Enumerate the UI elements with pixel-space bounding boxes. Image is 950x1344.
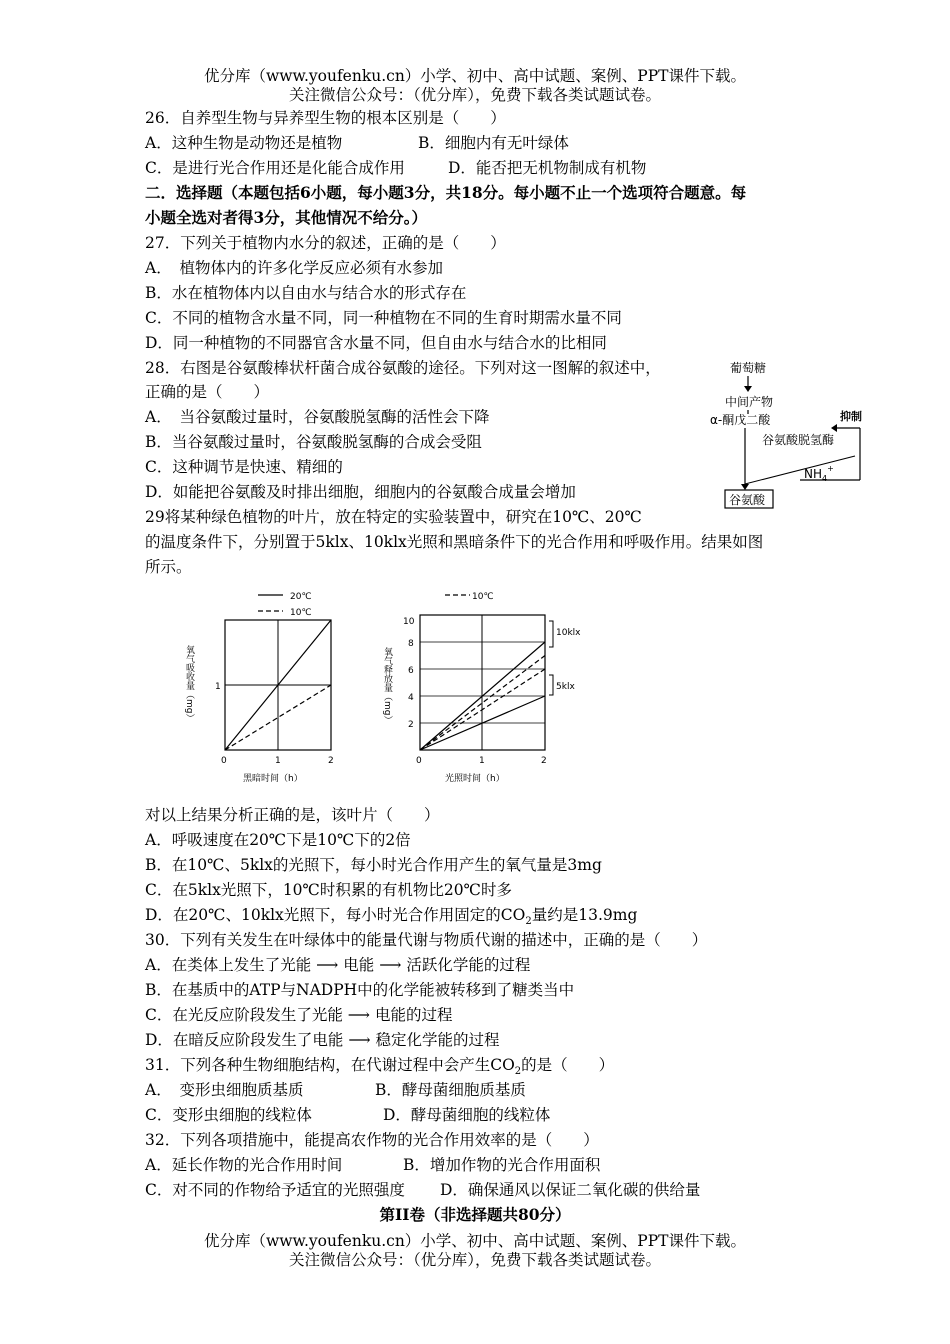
q28-option-c: C．这种调节是快速、精细的 [145,458,343,476]
legend-10c: 10℃ [290,608,312,618]
left-ylabel: 氧气吸收量（mg） [184,645,194,723]
diagram-glutamate: 谷氨酸 [729,493,766,507]
right-legend-10c: 10℃ [472,592,494,602]
diagram-inhibit: 抑制 [840,410,862,423]
q26-option-d: D．能否把无机物制成有机物 [448,159,647,177]
right-xtick-0: 0 [416,756,422,766]
right-xtick-2: 2 [541,756,547,766]
q32-option-d: D．确保通风以保证二氧化碳的供给量 [440,1181,701,1199]
q29-option-a: A．呼吸速度在20℃下是10℃下的2倍 [145,831,411,849]
footer-line-2: 关注微信公众号：（优分库），免费下载各类试题试卷。 [288,1251,661,1269]
q27-option-d: D．同一种植物的不同器官含水量不同，但自由水与结合水的比相同 [145,334,607,352]
q29-stem-3: 所示。 [145,558,192,576]
arrow-icon: ⟶ [311,956,344,974]
q28-stem-1: 28．右图是谷氨酸棒状杆菌合成谷氨酸的途径。下列对这一图解的叙述中， [145,359,661,377]
section2-heading-2: 小题全选对者得3分，其他情况不给分。） [145,208,428,227]
left-xtick-2: 2 [328,756,334,766]
diagram-akg: α-酮戊二酸 [710,413,771,427]
q27-stem: 27．下列关于植物内水分的叙述，正确的是（ ） [145,234,506,252]
q28-option-d: D．如能把谷氨酸及时排出细胞，细胞内的谷氨酸合成量会增加 [145,483,576,501]
q29-stem-1: 29将某种绿色植物的叶片，放在特定的实验装置中，研究在10℃、20℃ [145,508,642,526]
q29-option-d: D．在20℃、10klx光照下，每小时光合作用固定的$CO_2$量约是13.9mg [145,906,638,928]
header-line-1: 优分库（www.youfenku.cn）小学、初中、高中试题、案例、PPT课件下载。 [203,67,747,85]
q27-option-c: C．不同的植物含水量不同，同一种植物在不同的生育时期需水量不同 [145,309,622,327]
q31-option-c: C．变形虫细胞的线粒体 [145,1106,312,1124]
q29-option-c: C．在5klx光照下，10℃时积累的有机物比20℃时多 [145,881,512,899]
q29-after: 对以上结果分析正确的是，该叶片（ ） [145,806,440,824]
q29-stem-2: 的温度条件下，分别置于5klx、10klx光照和黑暗条件下的光合作用和呼吸作用。结果如图 [145,533,764,551]
q30-option-b: B．在基质中的ATP与NADPH中的化学能被转移到了糖类当中 [145,981,575,999]
q26-option-a: A．这种生物是动物还是植物 [145,134,343,152]
right-ytick-10: 10 [403,617,415,627]
diagram-intermediate: 中间产物 [725,395,774,409]
dark-respiration-graph [184,592,334,784]
q26-option-b: B．细胞内有无叶绿体 [418,134,569,152]
q27-option-a: A． 植物体内的许多化学反应必须有水参加 [145,259,443,277]
right-ylabel: 氧气释放量（mg） [382,647,392,725]
right-ytick-2: 2 [408,720,414,730]
q31-stem: 31．下列各种生物细胞结构，在代谢过程中会产生$CO_2$的是（ ） [145,1056,615,1078]
header-line-2: 关注微信公众号：（优分库），免费下载各类试题试卷。 [288,86,661,104]
q32-option-b: B．增加作物的光合作用面积 [403,1156,601,1174]
diagram-nh4: $NH_4^+$ [804,464,834,483]
right-ytick-6: 6 [408,666,414,676]
q32-option-c: C．对不同的作物给予适宜的光照强度 [145,1181,405,1199]
right-ytick-8: 8 [408,639,414,649]
glutamate-pathway-diagram [700,358,875,513]
q32-option-a: A．延长作物的光合作用时间 [145,1156,343,1174]
diagram-enzyme: 谷氨酸脱氢酶 [762,433,835,447]
q28-option-a: A． 当谷氨酸过量时，谷氨酸脱氢酶的活性会下降 [145,408,490,426]
part2-heading: 第II卷（非选择题共80分） [379,1205,571,1224]
left-xlabel: 黑暗时间（h） [243,774,303,784]
annotation-5klx: 5klx [556,682,575,692]
legend-20c: 20℃ [290,592,312,602]
q32-stem: 32．下列各项措施中，能提高农作物的光合作用效率的是（ ） [145,1131,599,1149]
q26-option-c: C．是进行光合作用还是化能合成作用 [145,159,405,177]
right-xlabel: 光照时间（h） [445,774,505,784]
q31-option-b: B．酵母菌细胞质基质 [375,1081,526,1099]
q27-option-b: B．水在植物体内以自由水与结合水的形式存在 [145,284,467,302]
right-ytick-4: 4 [408,693,414,703]
q30-stem: 30．下列有关发生在叶绿体中的能量代谢与物质代谢的描述中，正确的是（ ） [145,931,708,949]
annotation-10klx: 10klx [556,628,581,638]
q30-option-a: A．在类体上发生了光能 ⟶ 电能 ⟶ 活跃化学能的过程 [145,956,531,974]
q30-option-c: C．在光反应阶段发生了光能 ⟶ 电能的过程 [145,1006,453,1024]
left-xtick-1: 1 [275,756,281,766]
arrow-icon: ⟶ [374,956,407,974]
q31-option-a: A． 变形虫细胞质基质 [145,1081,304,1099]
right-xtick-1: 1 [479,756,485,766]
photosynthesis-graphs [175,585,581,790]
q29-option-b: B．在10℃、5klx的光照下，每小时光合作用产生的氧气量是3mg [145,856,602,874]
left-ytick-1: 1 [215,682,221,692]
arrow-icon: ⟶ [343,1031,376,1049]
arrow-icon: ⟶ [342,1006,375,1024]
left-xtick-0: 0 [221,756,227,766]
light-photosynthesis-graph [382,592,581,784]
q28-option-b: B．当谷氨酸过量时，谷氨酸脱氢酶的合成会受阻 [145,433,482,451]
section2-heading-1: 二．选择题（本题包括6小题，每小题3分，共18分。每小题不止一个选项符合题意。每 [145,183,747,202]
diagram-glucose: 葡萄糖 [730,361,767,375]
q31-option-d: D．酵母菌细胞的线粒体 [383,1106,551,1124]
q28-stem-2: 正确的是（ ） [145,383,270,401]
footer-line-1: 优分库（www.youfenku.cn）小学、初中、高中试题、案例、PPT课件下载。 [203,1232,747,1250]
q30-option-d: D．在暗反应阶段发生了电能 ⟶ 稳定化学能的过程 [145,1031,500,1049]
q26-stem: 26．自养型生物与异养型生物的根本区别是（ ） [145,109,506,127]
